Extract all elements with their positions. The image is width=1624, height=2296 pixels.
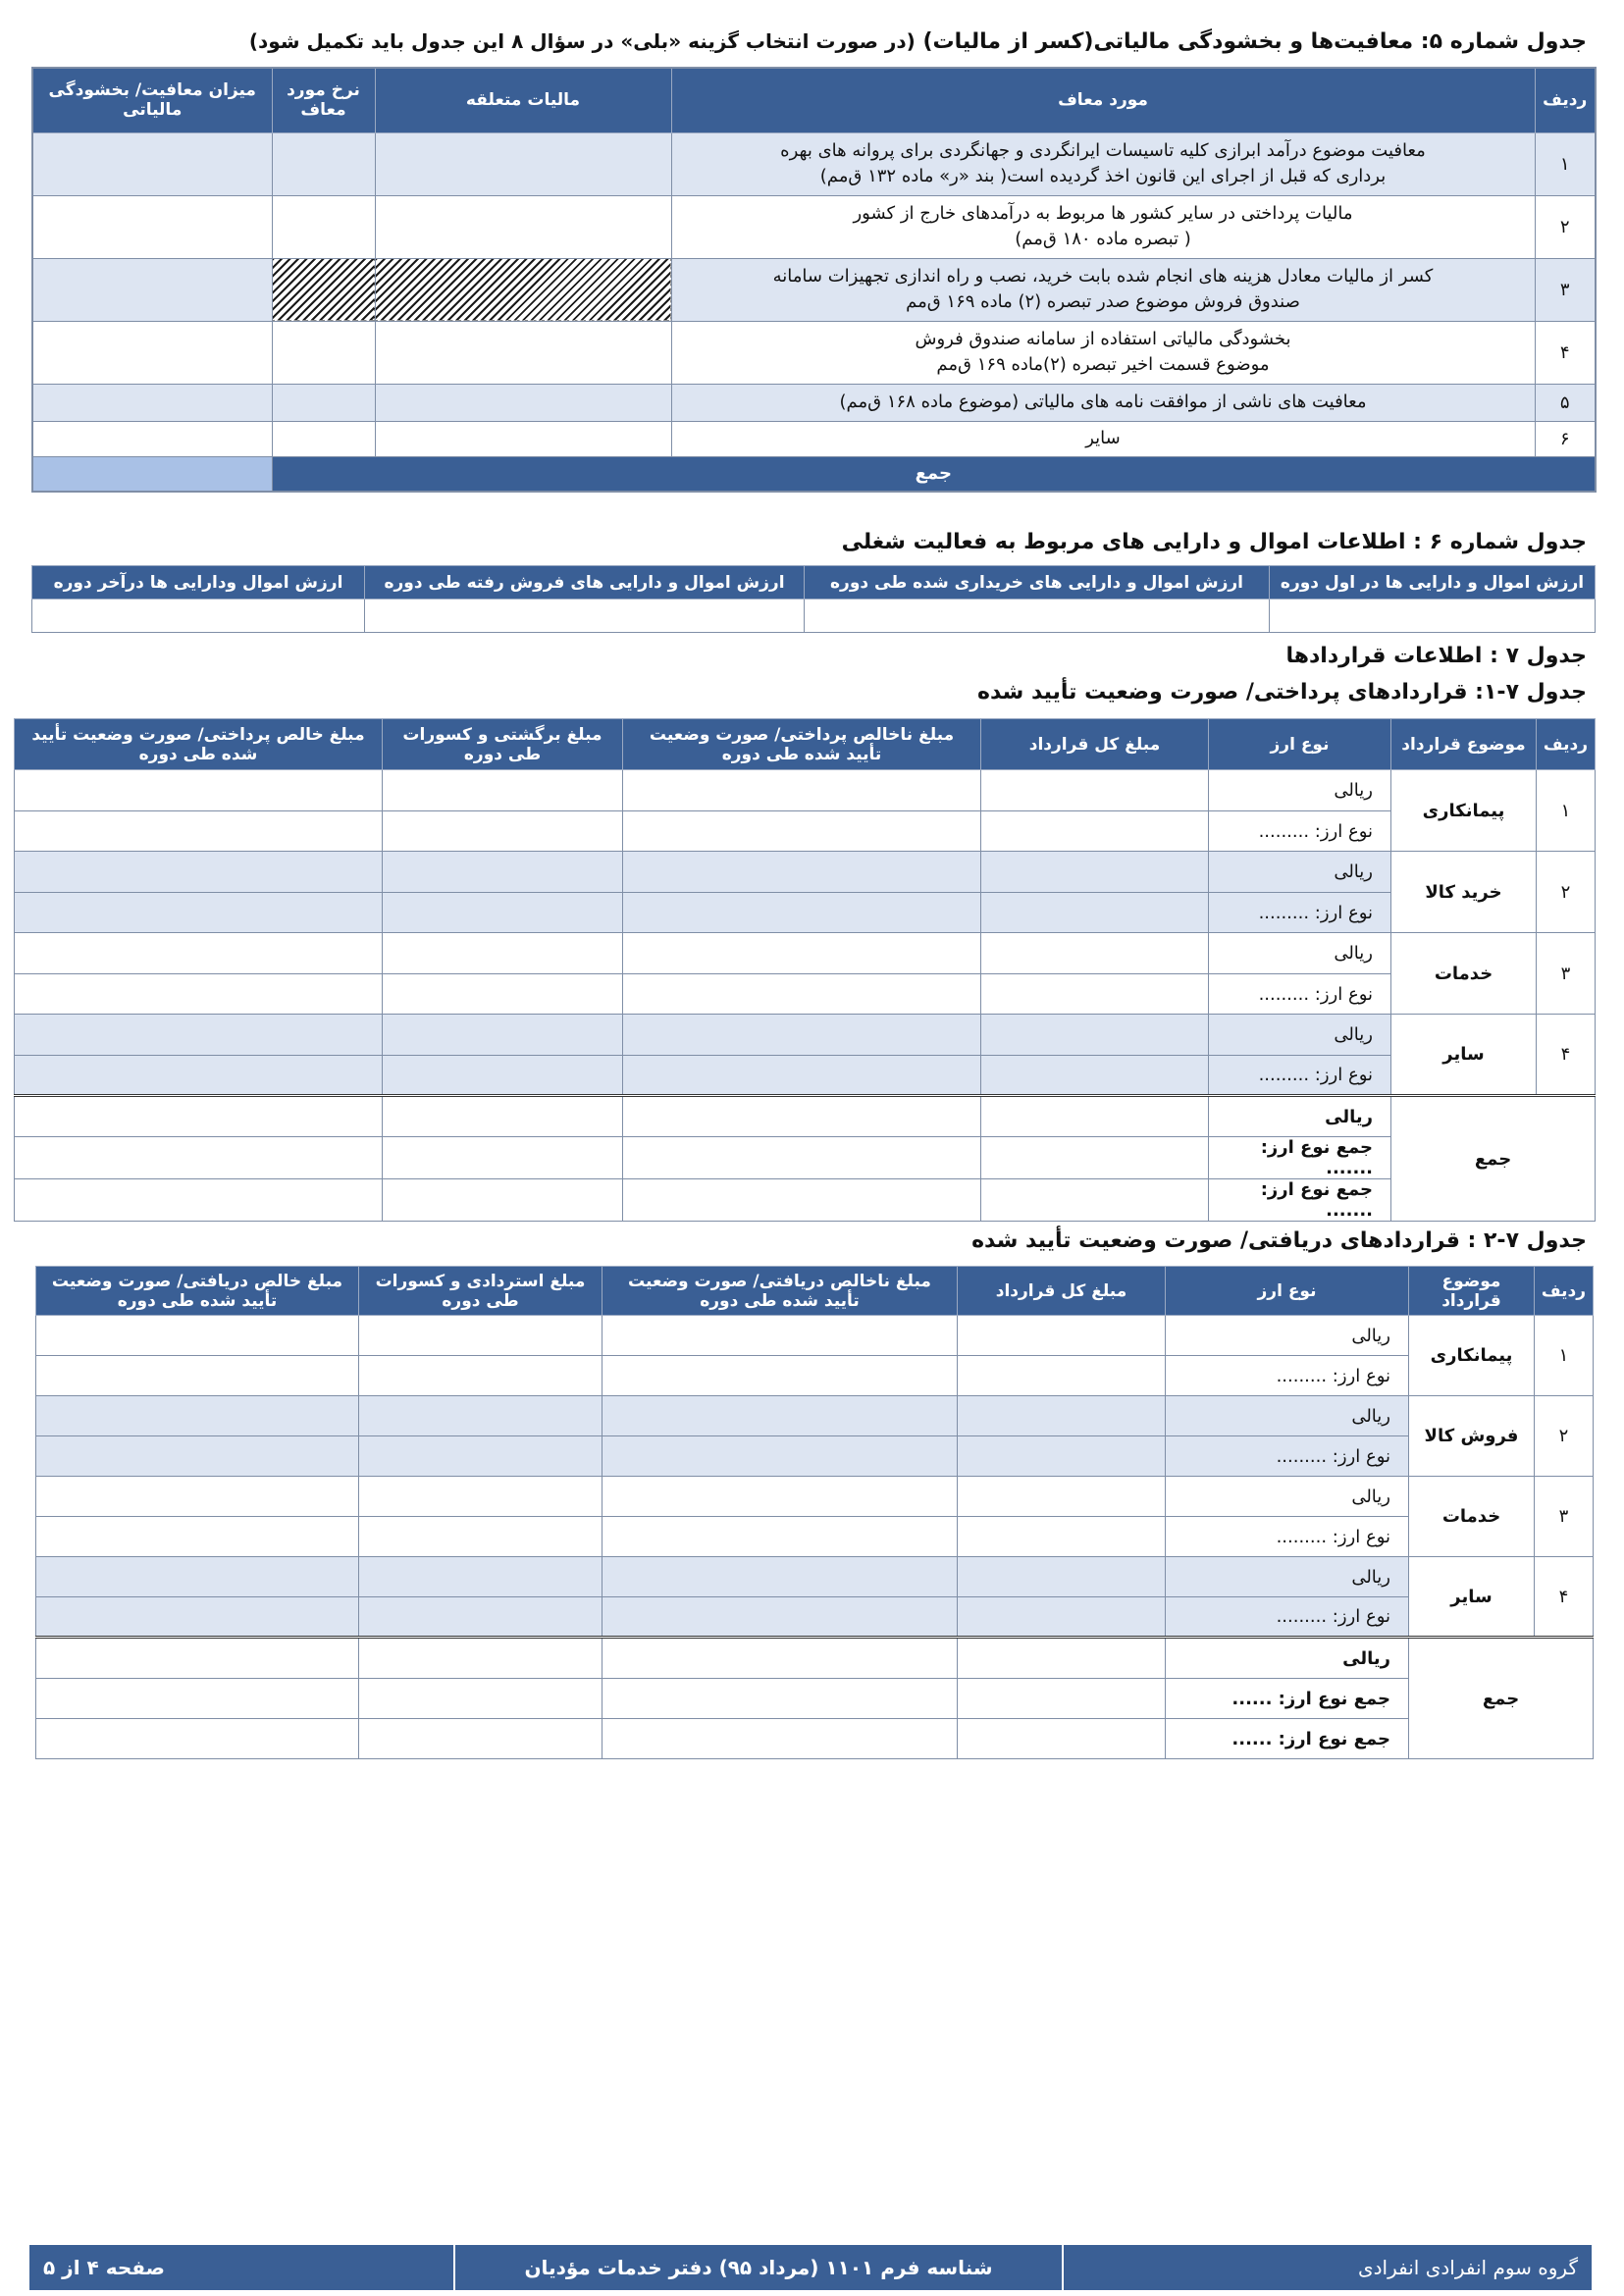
- total-cell[interactable]: [981, 770, 1209, 811]
- gross-cell[interactable]: [623, 1096, 981, 1137]
- row-number: ۶: [1535, 421, 1596, 456]
- currency-rial: ریالی: [1166, 1557, 1409, 1597]
- related-tax-cell[interactable]: [375, 195, 671, 258]
- table-row: [36, 1477, 1594, 1517]
- t72-header-refunds: مبلغ استردادی و کسورات طی دوره: [359, 1267, 602, 1316]
- total-cell[interactable]: [958, 1316, 1166, 1356]
- refunds-cell[interactable]: [359, 1597, 602, 1638]
- amount-cell[interactable]: [32, 195, 272, 258]
- net-cell[interactable]: [36, 1356, 359, 1396]
- gross-cell[interactable]: [602, 1517, 958, 1557]
- total-cell[interactable]: [958, 1638, 1166, 1679]
- related-tax-cell[interactable]: [375, 421, 671, 456]
- total-cell[interactable]: [981, 1179, 1209, 1222]
- t71-header-row-num: ردیف: [1537, 719, 1596, 770]
- sum-label: جمع: [272, 456, 1596, 492]
- table6: [31, 565, 1596, 633]
- table5-note: (در صورت انتخاب گزینه «بلی» در سؤال ۸ این جدول باید تکمیل شود): [248, 29, 916, 53]
- row-number: ۳: [1535, 258, 1596, 321]
- gross-cell[interactable]: [602, 1436, 958, 1477]
- gross-cell[interactable]: [602, 1396, 958, 1436]
- gross-cell[interactable]: [623, 770, 981, 811]
- contract-subject: خدمات: [1391, 933, 1537, 1015]
- refunds-cell[interactable]: [359, 1436, 602, 1477]
- row-number: ۴: [1537, 1015, 1596, 1096]
- gross-cell[interactable]: [623, 893, 981, 933]
- refunds-cell[interactable]: [359, 1517, 602, 1557]
- table71-sum-row: [15, 1179, 1596, 1222]
- table71-sum-row: [15, 1137, 1596, 1179]
- currency-foreign: نوع ارز: .........: [1166, 1597, 1409, 1638]
- net-cell[interactable]: [15, 893, 383, 933]
- gross-cell[interactable]: [623, 1015, 981, 1056]
- refunds-cell[interactable]: [359, 1396, 602, 1436]
- exemption-desc: [671, 258, 1535, 321]
- exemption-desc: [671, 132, 1535, 195]
- table72-sum-row: [36, 1638, 1594, 1679]
- deductions-cell[interactable]: [383, 811, 623, 852]
- deductions-cell[interactable]: [383, 933, 623, 974]
- net-cell[interactable]: [15, 1015, 383, 1056]
- rate-cell[interactable]: [272, 321, 375, 384]
- sum-currency-foreign: جمع نوع ارز: ......: [1166, 1719, 1409, 1759]
- refunds-cell[interactable]: [359, 1679, 602, 1719]
- net-cell[interactable]: [15, 770, 383, 811]
- sum-currency-rial: ریالی: [1166, 1638, 1409, 1679]
- page-footer: [29, 2245, 1592, 2290]
- contract-subject: پیمانکاری: [1409, 1316, 1535, 1396]
- currency-foreign: نوع ارز: .........: [1209, 974, 1391, 1015]
- t71-header-subject: موضوع قرارداد: [1391, 719, 1537, 770]
- table7-title: جدول ۷ : اطلاعات قراردادها: [1285, 644, 1587, 668]
- contract-subject: خرید کالا: [1391, 852, 1537, 933]
- value-sold-cell[interactable]: [365, 600, 805, 633]
- sum-currency-rial: ریالی: [1209, 1096, 1391, 1137]
- table6-header-sold: ارزش اموال و دارایی های فروش رفته طی دوره: [365, 566, 805, 600]
- row-number: ۵: [1535, 384, 1596, 421]
- currency-foreign: نوع ارز: .........: [1209, 893, 1391, 933]
- desc-line-1: کسر از مالیات معادل هزینه های انجام شده بابت خرید، نصب و راه اندازی تجهیزات سامانه: [772, 266, 1434, 287]
- table-row: [15, 811, 1596, 852]
- currency-foreign: نوع ارز: .........: [1209, 1056, 1391, 1096]
- t72-header-row-num: ردیف: [1535, 1267, 1594, 1316]
- table-row: [32, 600, 1596, 633]
- contract-subject: سایر: [1409, 1557, 1535, 1638]
- gross-cell[interactable]: [623, 1056, 981, 1096]
- footer-group: گروه سوم انفرادی انفرادی: [1062, 2245, 1592, 2290]
- sum-currency-foreign: جمع نوع ارز: ......: [1166, 1679, 1409, 1719]
- table-row: [32, 195, 1596, 258]
- net-cell[interactable]: [15, 1056, 383, 1096]
- exemption-desc: سایر: [671, 421, 1535, 456]
- table71-title: جدول ۷-۱: قراردادهای پرداختی/ صورت وضعیت تأیید شده: [976, 680, 1587, 704]
- gross-cell[interactable]: [602, 1719, 958, 1759]
- gross-cell[interactable]: [623, 1137, 981, 1179]
- net-cell[interactable]: [36, 1557, 359, 1597]
- row-number: ۱: [1535, 132, 1596, 195]
- currency-rial: ریالی: [1166, 1477, 1409, 1517]
- refunds-cell[interactable]: [359, 1477, 602, 1517]
- amount-cell[interactable]: [32, 321, 272, 384]
- contract-subject: خدمات: [1409, 1477, 1535, 1557]
- refunds-cell[interactable]: [359, 1557, 602, 1597]
- contract-subject: پیمانکاری: [1391, 770, 1537, 852]
- t72-header-total: مبلغ کل قرارداد: [958, 1267, 1166, 1316]
- total-cell[interactable]: [981, 893, 1209, 933]
- row-number: ۳: [1535, 1477, 1594, 1557]
- table-row: [36, 1597, 1594, 1638]
- row-number: ۲: [1537, 852, 1596, 933]
- refunds-cell[interactable]: [359, 1719, 602, 1759]
- row-number: ۲: [1535, 1396, 1594, 1477]
- t71-header-deductions: مبلغ برگشتی و کسورات طی دوره: [383, 719, 623, 770]
- table72-sum-row: [36, 1719, 1594, 1759]
- contract-subject: فروش کالا: [1409, 1396, 1535, 1477]
- table5-header-rate: نرخ مورد معاف: [272, 68, 375, 132]
- t72-header-currency: نوع ارز: [1166, 1267, 1409, 1316]
- table-row: [32, 132, 1596, 195]
- contract-subject: سایر: [1391, 1015, 1537, 1096]
- t71-header-gross: مبلغ ناخالص پرداختی/ صورت وضعیت تأیید شده طی دوره: [623, 719, 981, 770]
- table-row: [15, 852, 1596, 893]
- deductions-cell[interactable]: [383, 893, 623, 933]
- table-row: [15, 933, 1596, 974]
- sum-label: جمع: [1391, 1096, 1596, 1222]
- table5-title-text: جدول شماره ۵: معافیت‌ها و بخشودگی مالیاتی(کسر از مالیات): [922, 29, 1587, 54]
- gross-cell[interactable]: [602, 1557, 958, 1597]
- row-number: ۲: [1535, 195, 1596, 258]
- total-cell[interactable]: [958, 1719, 1166, 1759]
- table5-title: [249, 29, 1587, 54]
- row-number: ۱: [1535, 1316, 1594, 1396]
- related-tax-cell[interactable]: [375, 384, 671, 421]
- gross-cell[interactable]: [623, 933, 981, 974]
- table-row: [36, 1517, 1594, 1557]
- net-cell[interactable]: [36, 1517, 359, 1557]
- table71: [14, 718, 1596, 1222]
- deductions-cell[interactable]: [383, 1179, 623, 1222]
- currency-foreign: نوع ارز: .........: [1166, 1517, 1409, 1557]
- gross-cell[interactable]: [602, 1597, 958, 1638]
- value-bought-cell[interactable]: [805, 600, 1270, 633]
- amount-cell[interactable]: [32, 258, 272, 321]
- deductions-cell[interactable]: [383, 1056, 623, 1096]
- row-number: ۳: [1537, 933, 1596, 1015]
- table72-title: جدول ۷-۲ : قراردادهای دریافتی/ صورت وضعیت تأیید شده: [971, 1228, 1587, 1253]
- table5-sum-row: [32, 456, 1596, 492]
- currency-rial: ریالی: [1209, 770, 1391, 811]
- desc-line-1: معافیت موضوع درآمد ابرازی کلیه تاسیسات ایرانگردی و جهانگردی برای پروانه های بهره: [780, 140, 1426, 161]
- net-cell[interactable]: [36, 1597, 359, 1638]
- footer-form-id: شناسه فرم ۱۱۰۱ (مرداد ۹۵) دفتر خدمات مؤدیان: [453, 2245, 1062, 2290]
- net-cell[interactable]: [36, 1436, 359, 1477]
- currency-rial: ریالی: [1209, 933, 1391, 974]
- total-cell[interactable]: [981, 1015, 1209, 1056]
- total-cell[interactable]: [958, 1396, 1166, 1436]
- net-cell[interactable]: [15, 933, 383, 974]
- desc-line-2: موضوع قسمت اخیر تبصره (۲)ماده ۱۶۹ ق‌مم: [936, 354, 1270, 375]
- table-row: [36, 1316, 1594, 1356]
- total-cell[interactable]: [981, 1056, 1209, 1096]
- gross-cell[interactable]: [623, 1179, 981, 1222]
- gross-cell[interactable]: [623, 811, 981, 852]
- amount-cell[interactable]: [32, 132, 272, 195]
- table5-header-row-num: ردیف: [1535, 68, 1596, 132]
- table-row: [36, 1396, 1594, 1436]
- total-cell[interactable]: [981, 852, 1209, 893]
- deductions-cell[interactable]: [383, 974, 623, 1015]
- table71-sum-row: [15, 1096, 1596, 1137]
- table6-header-end: ارزش اموال ودارایی ها درآخر دوره: [32, 566, 365, 600]
- table6-title: جدول شماره ۶ : اطلاعات اموال و دارایی های مربوط به فعالیت شغلی: [841, 530, 1587, 554]
- footer-page-number: صفحه ۴ از ۵: [43, 2256, 165, 2279]
- desc-line-2: صندوق فروش موضوع صدر تبصره (۲) ماده ۱۶۹ ق‌مم: [906, 291, 1300, 312]
- table5-header-amount: میزان معافیت/ بخشودگی مالیاتی: [32, 68, 272, 132]
- value-start-cell[interactable]: [1270, 600, 1596, 633]
- sum-currency-foreign: جمع نوع ارز: .......: [1209, 1137, 1391, 1179]
- deductions-cell[interactable]: [383, 770, 623, 811]
- refunds-cell[interactable]: [359, 1356, 602, 1396]
- row-number: ۴: [1535, 1557, 1594, 1638]
- total-cell[interactable]: [981, 1137, 1209, 1179]
- table-row: [32, 384, 1596, 421]
- total-cell[interactable]: [958, 1517, 1166, 1557]
- net-cell[interactable]: [36, 1477, 359, 1517]
- currency-foreign: نوع ارز: .........: [1166, 1436, 1409, 1477]
- table5-header-tax: مالیات متعلقه: [375, 68, 671, 132]
- table-row: [15, 893, 1596, 933]
- t72-header-subject: موضوع قرارداد: [1409, 1267, 1535, 1316]
- net-cell[interactable]: [15, 852, 383, 893]
- desc-line-1: بخشودگی مالیاتی استفاده از سامانه صندوق فروش: [915, 329, 1291, 349]
- table-row: [32, 421, 1596, 456]
- net-cell[interactable]: [36, 1679, 359, 1719]
- total-cell[interactable]: [981, 811, 1209, 852]
- currency-foreign: نوع ارز: .........: [1166, 1356, 1409, 1396]
- total-cell[interactable]: [958, 1679, 1166, 1719]
- table-row: [32, 258, 1596, 321]
- desc-line-2: برداری که قبل از اجرای این قانون اخذ گردیده است( بند «ر» ماده ۱۳۲ ق‌مم): [819, 166, 1387, 186]
- row-number: ۴: [1535, 321, 1596, 384]
- exemption-desc: معافیت های ناشی از موافقت نامه های مالیاتی (موضوع ماده ۱۶۸ ق‌مم): [671, 384, 1535, 421]
- exemption-desc: [671, 195, 1535, 258]
- table-row: [15, 1056, 1596, 1096]
- refunds-cell[interactable]: [359, 1638, 602, 1679]
- rate-cell[interactable]: [272, 421, 375, 456]
- related-tax-cell[interactable]: [375, 321, 671, 384]
- hatched-cell: [272, 258, 375, 321]
- net-cell[interactable]: [15, 1137, 383, 1179]
- net-cell[interactable]: [15, 1179, 383, 1222]
- gross-cell[interactable]: [602, 1356, 958, 1396]
- t72-header-gross: مبلغ ناخالص دریافتی/ صورت وضعیت تأیید شده طی دوره: [602, 1267, 958, 1316]
- table-row: [36, 1557, 1594, 1597]
- gross-cell[interactable]: [623, 974, 981, 1015]
- t71-header-net: مبلغ خالص پرداختی/ صورت وضعیت تأیید شده طی دوره: [15, 719, 383, 770]
- currency-rial: ریالی: [1209, 1015, 1391, 1056]
- desc-line-1: مالیات پرداختی در سایر کشور ها مربوط به درآمدهای خارج از کشور: [853, 203, 1353, 224]
- table-row: [36, 1356, 1594, 1396]
- net-cell[interactable]: [15, 974, 383, 1015]
- net-cell[interactable]: [36, 1316, 359, 1356]
- table-row: [36, 1436, 1594, 1477]
- currency-rial: ریالی: [1166, 1316, 1409, 1356]
- gross-cell[interactable]: [602, 1477, 958, 1517]
- t72-header-net: مبلغ خالص دریافتی/ صورت وضعیت تأیید شده طی دوره: [36, 1267, 359, 1316]
- gross-cell[interactable]: [623, 852, 981, 893]
- currency-foreign: نوع ارز: .........: [1209, 811, 1391, 852]
- deductions-cell[interactable]: [383, 1137, 623, 1179]
- sum-amount-cell[interactable]: [32, 456, 272, 492]
- total-cell[interactable]: [958, 1436, 1166, 1477]
- desc-line-2: ( تبصره ماده ۱۸۰ ق‌مم): [1015, 229, 1191, 249]
- amount-cell[interactable]: [32, 384, 272, 421]
- currency-rial: ریالی: [1166, 1396, 1409, 1436]
- total-cell[interactable]: [981, 933, 1209, 974]
- total-cell[interactable]: [958, 1597, 1166, 1638]
- gross-cell[interactable]: [602, 1316, 958, 1356]
- sum-label: جمع: [1409, 1638, 1594, 1759]
- net-cell[interactable]: [36, 1638, 359, 1679]
- gross-cell[interactable]: [602, 1679, 958, 1719]
- total-cell[interactable]: [958, 1557, 1166, 1597]
- table-row: [15, 770, 1596, 811]
- related-tax-cell[interactable]: [375, 132, 671, 195]
- gross-cell[interactable]: [602, 1638, 958, 1679]
- table-row: [32, 321, 1596, 384]
- deductions-cell[interactable]: [383, 852, 623, 893]
- table6-header-start: ارزش اموال و دارایی ها در اول دوره: [1270, 566, 1596, 600]
- row-number: ۱: [1537, 770, 1596, 852]
- value-end-cell[interactable]: [32, 600, 365, 633]
- rate-cell[interactable]: [272, 195, 375, 258]
- rate-cell[interactable]: [272, 132, 375, 195]
- net-cell[interactable]: [15, 811, 383, 852]
- t71-header-currency: نوع ارز: [1209, 719, 1391, 770]
- table5-header-item: مورد معاف: [671, 68, 1535, 132]
- refunds-cell[interactable]: [359, 1316, 602, 1356]
- rate-cell[interactable]: [272, 384, 375, 421]
- table-row: [15, 974, 1596, 1015]
- total-cell[interactable]: [958, 1477, 1166, 1517]
- table-row: [15, 1015, 1596, 1056]
- table6-header-bought: ارزش اموال و دارایی های خریداری شده طی دوره: [805, 566, 1270, 600]
- t71-header-total: مبلغ کل قرارداد: [981, 719, 1209, 770]
- exemption-desc: [671, 321, 1535, 384]
- net-cell[interactable]: [36, 1719, 359, 1759]
- deductions-cell[interactable]: [383, 1096, 623, 1137]
- net-cell[interactable]: [15, 1096, 383, 1137]
- deductions-cell[interactable]: [383, 1015, 623, 1056]
- table5: [31, 67, 1597, 493]
- sum-currency-foreign: جمع نوع ارز: .......: [1209, 1179, 1391, 1222]
- hatched-cell: [375, 258, 671, 321]
- total-cell[interactable]: [981, 974, 1209, 1015]
- total-cell[interactable]: [981, 1096, 1209, 1137]
- amount-cell[interactable]: [32, 421, 272, 456]
- total-cell[interactable]: [958, 1356, 1166, 1396]
- table72-sum-row: [36, 1679, 1594, 1719]
- table72: [35, 1266, 1594, 1759]
- currency-rial: ریالی: [1209, 852, 1391, 893]
- net-cell[interactable]: [36, 1396, 359, 1436]
